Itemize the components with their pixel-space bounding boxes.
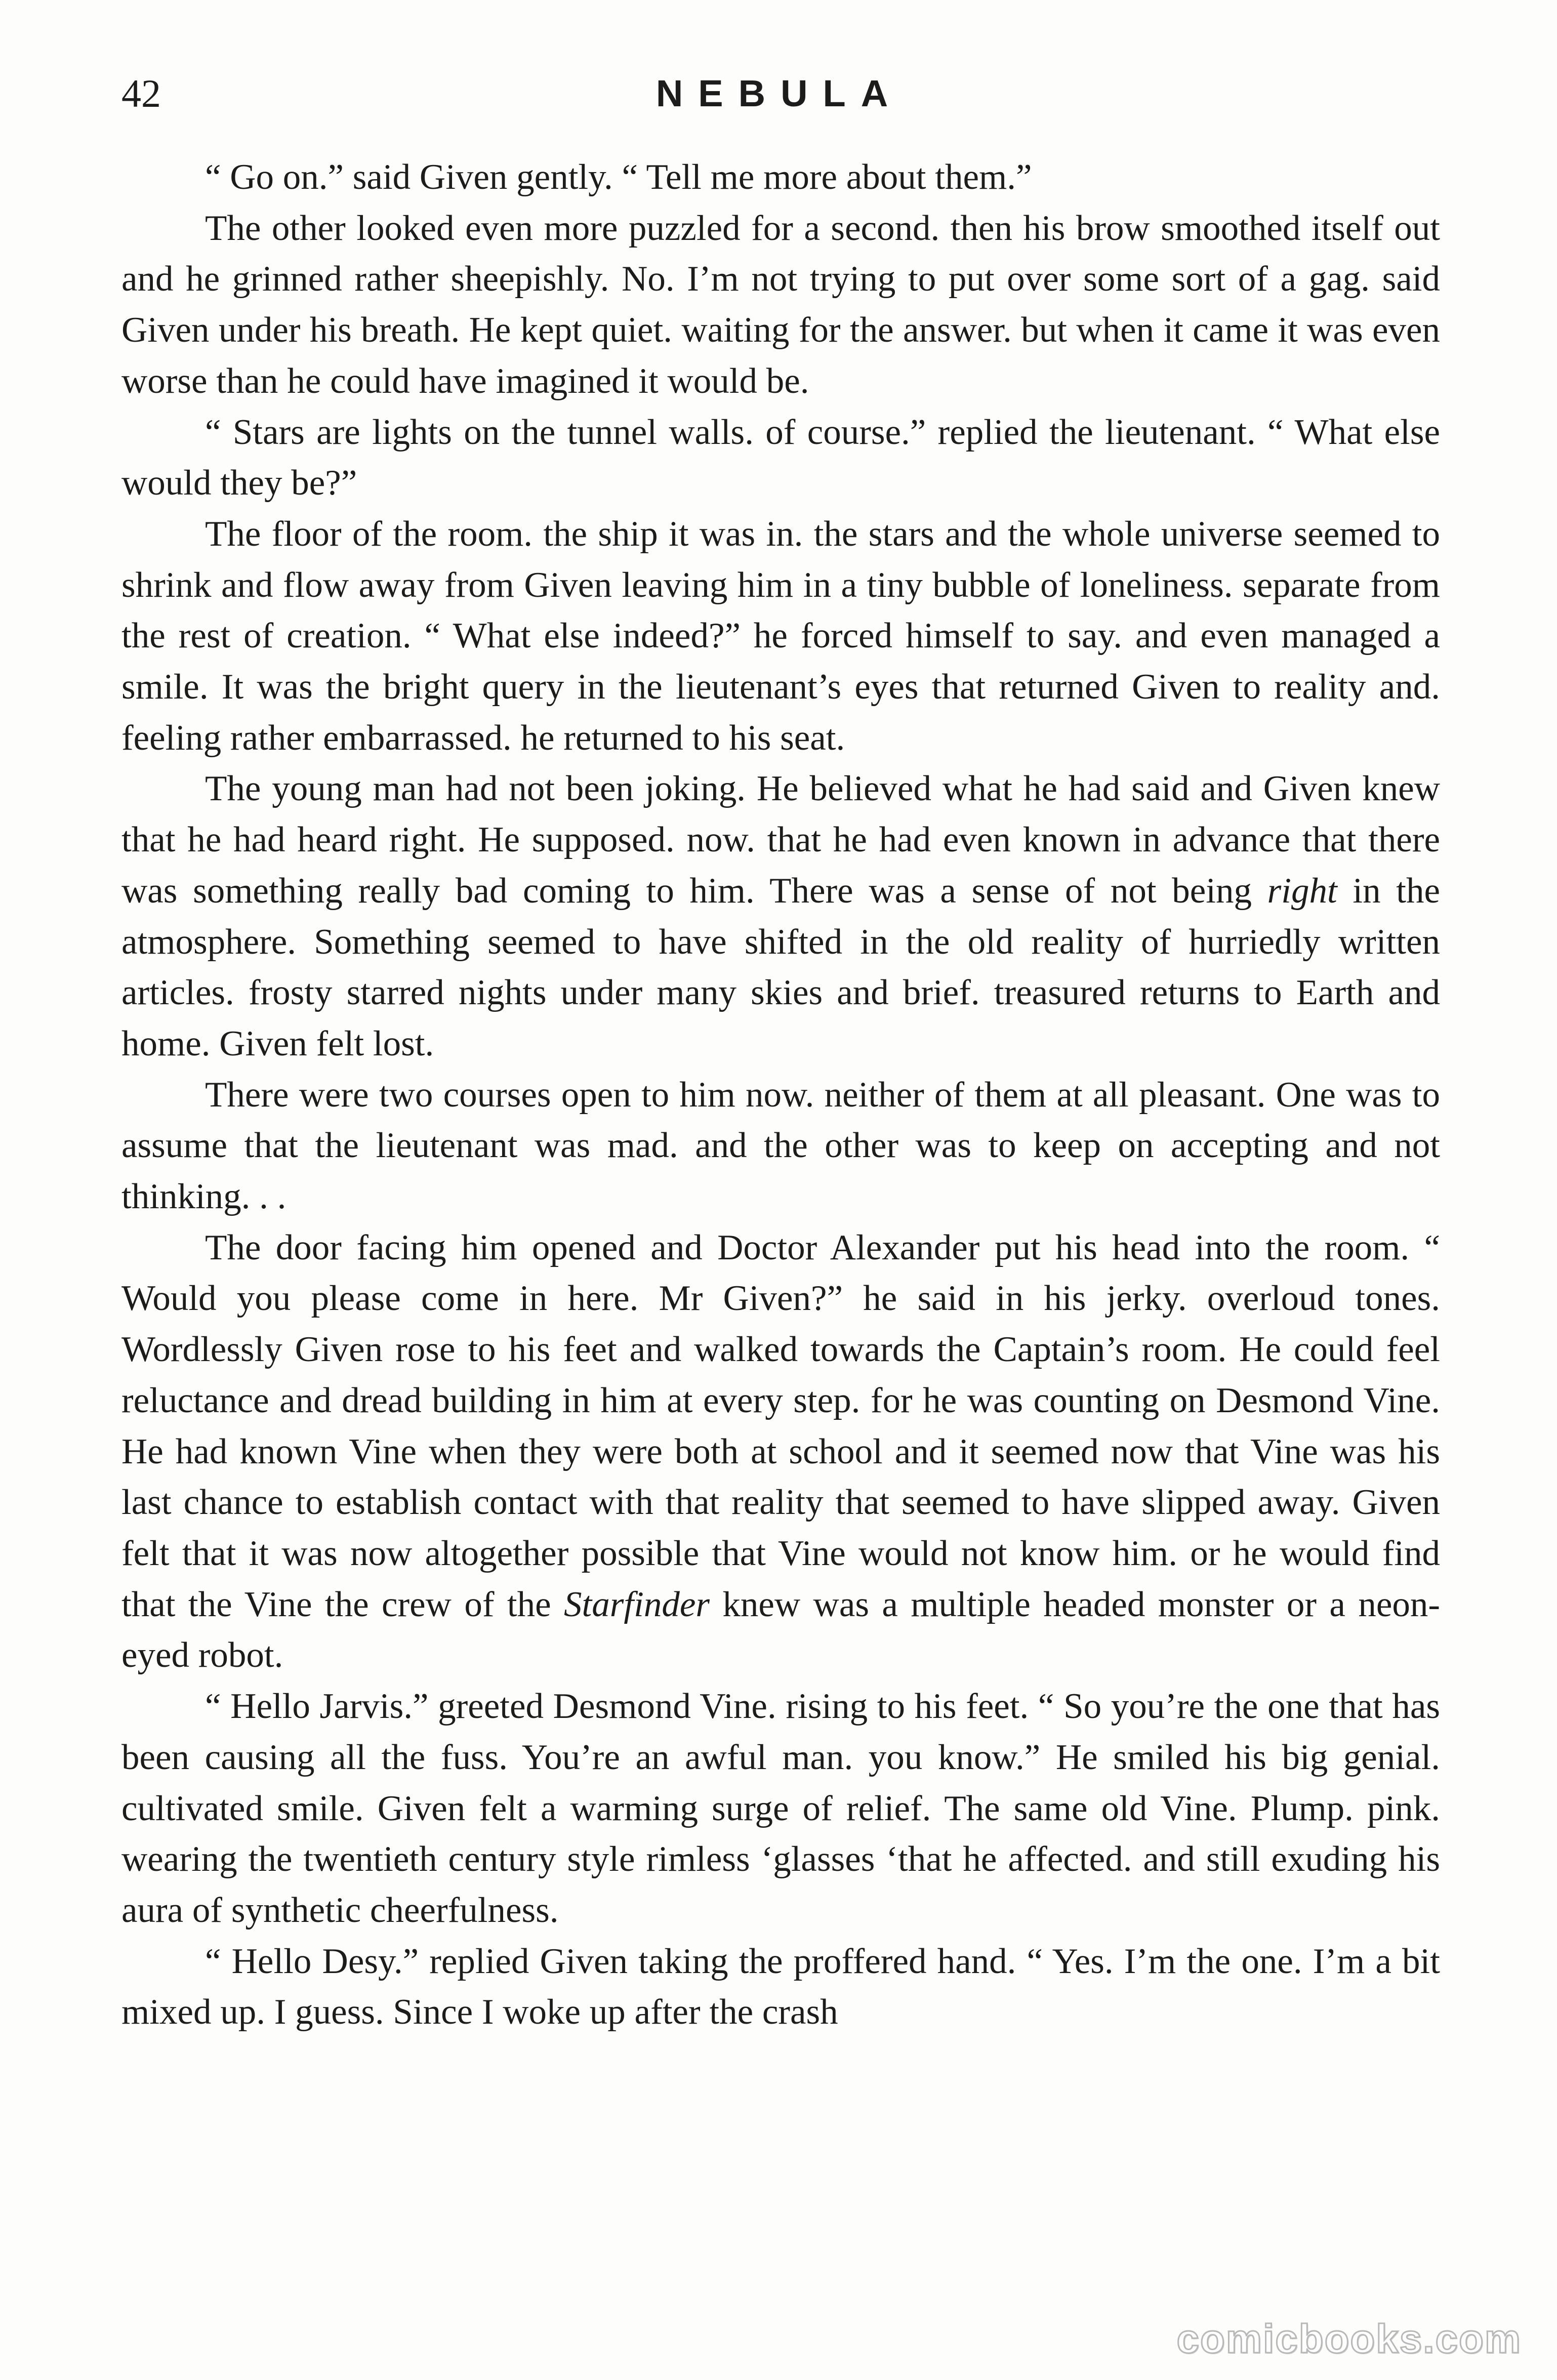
paragraph-text: There were two courses open to him now. neither of them at all pleasant. One was to assume that the lieutenant was mad. and the other was to keep on accepting and not thinking. . . [121,1075,1440,1217]
paragraph-6 [121,1070,1440,1222]
paragraph-text: “ Stars are lights on the tunnel walls. of course.” replied the lieutenant. “ What else would they be?” [121,412,1440,503]
paragraph-text: The young man had not been joking. He believed what he had said and Given knew that he had heard right. He supposed. now. that he had even known in advance that there was something really bad coming to him. There was a sense of not being [121,769,1440,911]
watermark-logo: comicbooks.com [1176,2316,1522,2361]
page-number: 42 [121,71,161,115]
paragraph-text: The door facing him opened and Doctor Alexander put his head into the room. “ Would you please come in here. Mr Given?” he said in his jerky. overloud tones. Wordlessly Given rose to his feet and walked towards the Captain’s room. He could feel reluctance and dread building in him at every step. for he was counting on Desmond Vine. He had known Vine when they were both at school and it seemed now that Vine was his last chance to establish contact with that reality that seemed to have slipped away. Given felt that it was now altogether possible that Vine would not know him. or he would find that the Vine the crew of the [121,1227,1440,1624]
paragraph-text: “ Hello Jarvis.” greeted Desmond Vine. rising to his feet. “ So you’re the one that has been causing all the fuss. You’re an awful man. you know.” He smiled his big genial. cultivated smile. Given felt a warming surge of relief. The same old Vine. Plump. pink. wearing the twentieth century style rimless ‘glasses ‘that he affected. and still exuding his aura of synthetic cheerfulness. [121,1687,1440,1930]
paragraph-4 [121,509,1440,764]
italic-word-right: right [1267,871,1337,911]
paragraph-3 [121,407,1440,509]
paragraph-7 [121,1222,1440,1681]
paragraph-text: “ Hello Desy.” replied Given taking the proffered hand. “ Yes. I’m the one. I’m a bit mixed up. I guess. Since I woke up after the crash [121,1941,1440,2032]
paragraph-text: The floor of the room. the ship it was in. the stars and the whole universe seemed to shrink and flow away from Given leaving him in a tiny bubble of loneliness. separate from the rest of creation. “ What else indeed?” he forced himself to say. and even managed a smile. It was the bright query in the lieutenant’s eyes that returned Given to reality and. feeling rather embarrassed. he returned to his seat. [121,514,1440,758]
italic-ship-name: Starfinder [564,1584,710,1624]
paragraph-text: in the atmosphere. Something seemed to have shifted in the old reality of hurriedly written articles. frosty starred nights under many skies and brief. treasured returns to Earth and home. Given felt lost. [121,871,1440,1063]
paragraph-text: knew was a multiple headed monster or a neon-eyed robot. [121,1584,1440,1675]
body-text [121,152,1440,2038]
paragraph-8 [121,1681,1440,1936]
paragraph-9 [121,1936,1440,2038]
page-header [121,66,1438,121]
running-head-title: NEBULA [655,72,904,114]
paragraph-5 [121,763,1440,1069]
paragraph-2 [121,203,1440,407]
paragraph-text: “ Go on.” said Given gently. “ Tell me more about them.” [205,157,1032,197]
paragraph-text: The other looked even more puzzled for a second. then his brow smoothed itself out and he grinned rather sheepishly. No. I’m not trying to put over some sort of a gag. said Given under his breath. He kept quiet. waiting for the answer. but when it came it was even worse than he could have imagined it would be. [121,208,1440,401]
paragraph-1 [121,152,1440,203]
